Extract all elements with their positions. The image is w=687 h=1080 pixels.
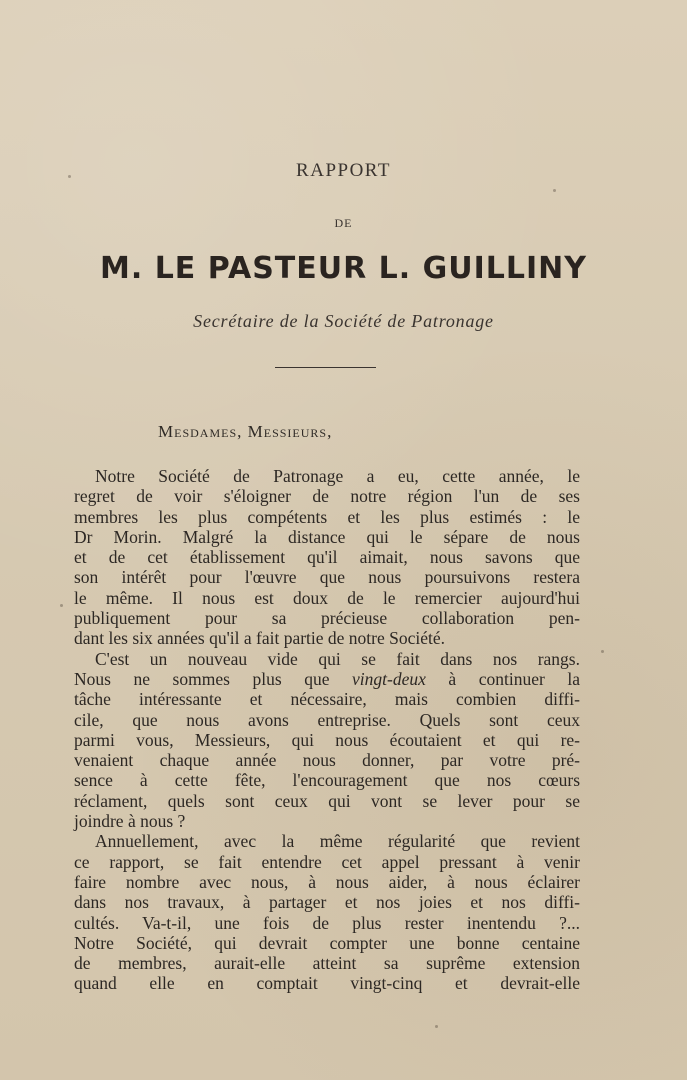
paper-speck [68, 175, 71, 178]
body-line: ce rapport, se fait entendre cet appel pressant à venir [74, 851, 580, 872]
body-text-segment: Nous ne sommes plus que [74, 668, 330, 689]
paper-speck [435, 1025, 438, 1028]
title-divider [275, 367, 376, 368]
body-line: sence à cette fête, l'encouragement que nos cœurs [74, 770, 580, 791]
body-line: dant les six années qu'il a fait partie de notre Société. [74, 628, 446, 649]
body-line: tâche intéressante et nécessaire, mais combien diffi- [74, 689, 580, 710]
header-rapport: RAPPORT [296, 160, 391, 181]
body-line: Notre Société de Patronage a eu, cette année, le [95, 466, 580, 486]
header-de: DE [334, 216, 353, 230]
body-line: C'est un nouveau vide qui se fait dans nos rangs. [95, 648, 580, 669]
body-line: venaient chaque année nous donner, par votre pré- [74, 750, 580, 771]
body-line: membres les plus compétents et les plus estimés : le [74, 506, 580, 527]
body-line: Annuellement, avec la même régularité que revient [95, 831, 580, 852]
body-line: faire nombre avec nous, à nous aider, à nous éclairer [74, 871, 580, 892]
body-line: cile, que nous avons entreprise. Quels sont ceux [74, 709, 580, 730]
italic-number: vingt-deux [352, 668, 426, 689]
page-subtitle: Secrétaire de la Société de Patronage [193, 311, 494, 331]
body-line-with-italic [74, 669, 580, 689]
body-line: de membres, aurait-elle atteint sa suprême extension [74, 953, 580, 974]
body-line: joindre à nous ? [74, 811, 186, 832]
salutation: Mesdames, Messieurs, [158, 422, 333, 441]
body-line: Dr Morin. Malgré la distance qui le sépare de nous [74, 526, 580, 547]
body-line: le même. Il nous est doux de le remercier aujourd'hui [74, 587, 580, 608]
body-line: cultés. Va-t-il, une fois de plus rester inentendu ?... [74, 912, 580, 933]
body-line: Notre Société, qui devrait compter une bonne centaine [74, 932, 580, 953]
body-line: publiquement pour sa précieuse collaboration pen- [74, 608, 580, 629]
body-line: réclament, quels sont ceux qui vont se lever pour se [74, 790, 580, 811]
paper-speck [553, 189, 556, 192]
body-line: quand elle en comptait vingt-cinq et devrait-elle [74, 973, 580, 994]
body-text-segment: à continuer la [448, 668, 580, 689]
paper-speck [60, 604, 63, 607]
body-line: son intérêt pour l'œuvre que nous poursuivons restera [74, 567, 580, 588]
page-title: M. LE PASTEUR L. GUILLINY [100, 251, 587, 286]
body-line: dans nos travaux, à partager et nos joies et nos diffi- [74, 892, 580, 913]
body-line: et de cet établissement qu'il aimait, nous savons que [74, 547, 580, 568]
paper-speck [601, 650, 604, 653]
body-text [74, 466, 580, 994]
body-line: parmi vous, Messieurs, qui nous écoutaient et qui re- [74, 729, 580, 750]
body-line: regret de voir s'éloigner de notre région l'un de ses [74, 486, 580, 507]
